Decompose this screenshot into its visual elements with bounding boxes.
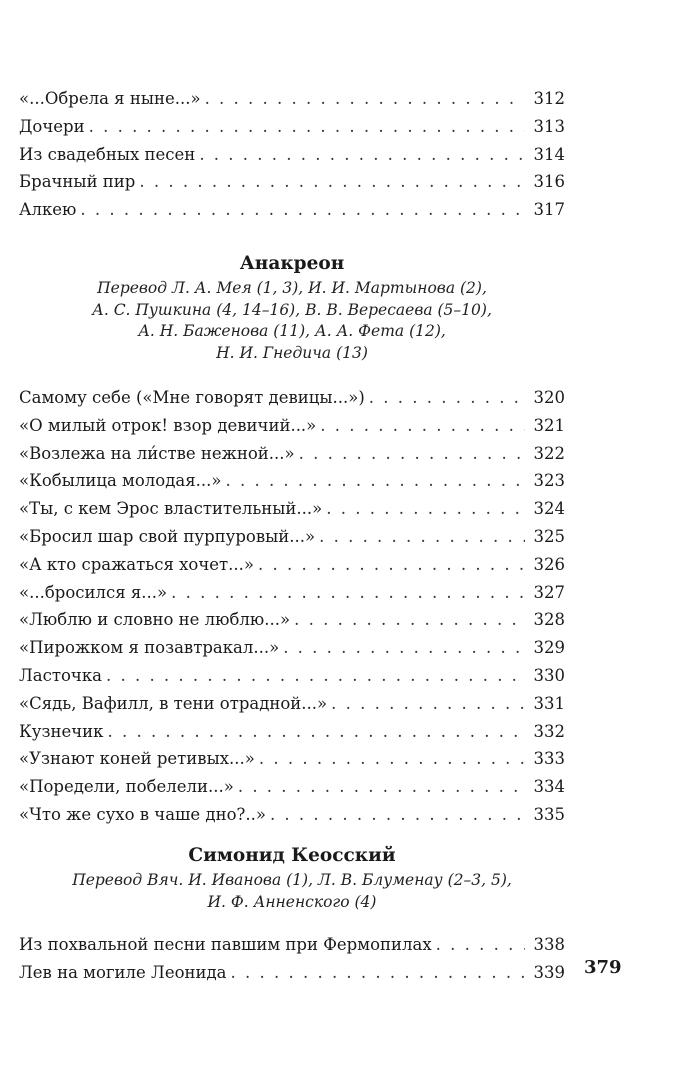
toc-entry[interactable] (19, 523, 565, 551)
leader-dots (320, 412, 525, 440)
leader-dots (294, 606, 525, 634)
leader-dots (106, 662, 525, 690)
leader-dots (319, 523, 525, 551)
toc-entry-title: «Сядь, Вафилл, в тени отрадной...» (19, 693, 328, 713)
toc-entry[interactable] (19, 959, 565, 987)
toc-entry-title: «...Обрела я ныне...» (19, 89, 201, 108)
toc-entry-title: «Кобылица молодая...» (19, 471, 222, 491)
toc-entry-title: Самому себе («Мне говорят девицы...») (19, 388, 365, 407)
toc-entry-title: «...бросился я...» (19, 582, 168, 602)
leader-dots (225, 467, 525, 495)
toc-entry-title: «Люблю и словно не люблю...» (19, 610, 291, 630)
translator-line: И. Ф. Анненского (4) (207, 892, 377, 911)
leader-dots (80, 196, 525, 224)
toc-entry-title: «О милый отрок! взор девичий...» (19, 415, 317, 435)
toc-entry-page: 325 (533, 526, 565, 546)
toc-simonides-list (19, 931, 565, 987)
leader-dots (326, 495, 525, 523)
toc-entry-page: 313 (533, 116, 565, 136)
page-number: 379 (584, 957, 622, 978)
translator-line: Перевод Вяч. И. Иванова (1), Л. В. Блуменау (2–3, 5), (72, 871, 512, 889)
toc-entry-title: «Что же сухо в чаше дно?..» (19, 804, 266, 824)
anacreon-section-header (19, 250, 565, 364)
toc-entry-page: 324 (533, 499, 565, 519)
toc-entry[interactable] (19, 745, 565, 773)
toc-entry[interactable] (19, 440, 565, 468)
toc-entry[interactable] (19, 141, 565, 169)
toc-entry-page: 333 (533, 749, 565, 769)
leader-dots (259, 745, 525, 773)
toc-entry-title: Алкею (19, 200, 77, 220)
leader-dots (299, 440, 525, 468)
toc-entry-page: 323 (533, 471, 565, 491)
toc-anacreon-list (19, 384, 565, 829)
toc-entry-page: 330 (533, 665, 565, 685)
toc-entry-title: Из свадебных песен (19, 144, 196, 164)
leader-dots (89, 113, 525, 141)
toc-entry[interactable] (19, 412, 565, 440)
translator-line: А. Н. Баженова (11), А. А. Фета (12), (138, 322, 446, 340)
toc-entry-title: Кузнечик (19, 721, 104, 741)
author-name: Анакреон (239, 253, 345, 274)
author-name: Симонид Кеосский (188, 845, 396, 866)
toc-entry-title: «А кто сражаться хочет...» (19, 554, 254, 574)
translator-line: Перевод Л. А. Мея (1, 3), И. И. Мартынова (2), (97, 279, 487, 297)
leader-dots (171, 579, 525, 607)
toc-entry-title: Брачный пир (19, 172, 136, 192)
toc-entry-title: Дочери (19, 116, 85, 136)
toc-entry-title: «Ты, с кем Эрос властительный...» (19, 499, 323, 519)
toc-entry-page: 314 (533, 144, 565, 164)
toc-entry-title: «Бросил шар свой пурпуровый...» (19, 526, 316, 546)
toc-entry-title: «Пирожком я позавтракал...» (19, 638, 280, 658)
toc-entry[interactable] (19, 168, 565, 196)
leader-dots (369, 384, 525, 412)
toc-entry-title: Лев на могиле Леонида (19, 962, 227, 982)
toc-entry-page: 338 (533, 935, 565, 954)
leader-dots (436, 931, 525, 959)
leader-dots (107, 718, 525, 746)
toc-entry-page: 339 (533, 962, 565, 982)
toc-entry-page: 316 (533, 172, 565, 192)
toc-entry[interactable] (19, 384, 565, 412)
toc-entry-title: «Узнают коней ретивых...» (19, 749, 255, 769)
toc-entry[interactable] (19, 690, 565, 718)
toc-entry-page: 335 (533, 804, 565, 824)
toc-entry-title: Из похвальной песни павшим при Фермопилах (19, 935, 432, 954)
translator-line: А. С. Пушкина (4, 14–16), В. В. Вересаева (5–10), (92, 300, 492, 319)
toc-entry-page: 327 (533, 582, 565, 602)
leader-dots (270, 801, 525, 829)
toc-entry-page: 322 (533, 443, 565, 463)
toc-entry-page: 320 (533, 388, 565, 407)
toc-entry-page: 317 (533, 200, 565, 220)
toc-entry[interactable] (19, 85, 565, 113)
leader-dots (238, 773, 525, 801)
leader-dots (283, 634, 525, 662)
toc-entry[interactable] (19, 662, 565, 690)
simonides-section-header (19, 842, 565, 913)
toc-entry-page: 334 (533, 777, 565, 797)
translator-line: Н. И. Гнедича (13) (216, 343, 368, 362)
toc-entry-page: 331 (533, 693, 565, 713)
toc-entry[interactable] (19, 773, 565, 801)
toc-entry[interactable] (19, 579, 565, 607)
leader-dots (331, 690, 525, 718)
toc-entry[interactable] (19, 606, 565, 634)
toc-entry[interactable] (19, 467, 565, 495)
toc-entry-page: 312 (533, 89, 565, 108)
toc-entry-page: 332 (533, 721, 565, 741)
toc-entry-page: 321 (533, 415, 565, 435)
leader-dots (231, 959, 525, 987)
toc-entry-page: 326 (533, 554, 565, 574)
toc-entry-page: 328 (533, 610, 565, 630)
toc-entry-title: «Возлежа на ли́стве нежной...» (19, 443, 295, 463)
toc-entry[interactable] (19, 196, 565, 224)
toc-entry-title: «Поредели, побелели...» (19, 777, 234, 797)
leader-dots (199, 141, 525, 169)
leader-dots (258, 551, 525, 579)
toc-top-list (19, 85, 565, 224)
toc-entry-page: 329 (533, 638, 565, 658)
leader-dots (205, 85, 525, 113)
toc-entry[interactable] (19, 551, 565, 579)
toc-entry[interactable] (19, 801, 565, 829)
toc-entry[interactable] (19, 931, 565, 959)
leader-dots (139, 168, 525, 196)
toc-entry[interactable] (19, 718, 565, 746)
toc-entry-title: Ласточка (19, 665, 102, 685)
toc-entry[interactable] (19, 634, 565, 662)
toc-entry[interactable] (19, 113, 565, 141)
toc-entry[interactable] (19, 495, 565, 523)
